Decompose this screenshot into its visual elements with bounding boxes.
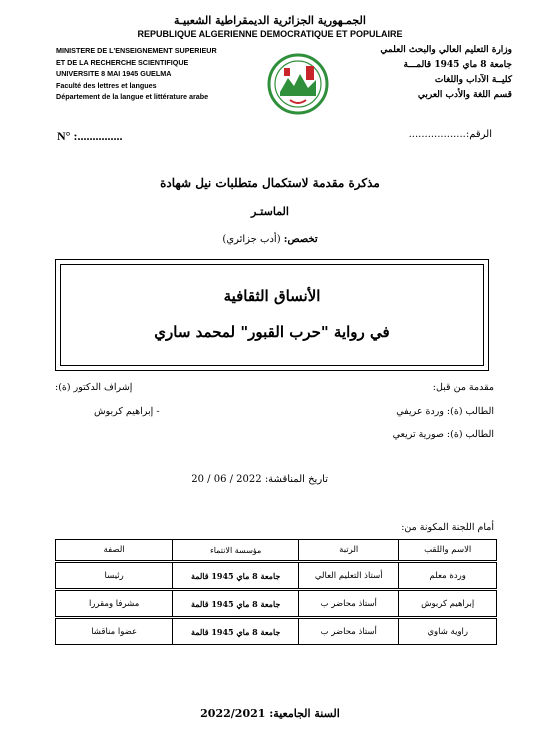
committee-table — [55, 539, 497, 645]
student-1: الطالب (ة): وردة عريفي — [396, 406, 494, 417]
member-role: عضوا مناقشا — [56, 618, 173, 645]
committee-label: أمام اللجنة المكونة من: — [401, 522, 494, 533]
header-role: الصفة — [56, 540, 173, 562]
committee-header-row — [56, 540, 497, 562]
specialization-value: (أدب جزائري) — [222, 234, 281, 245]
table-row — [56, 562, 497, 590]
member-name: راوية شاوي — [399, 618, 497, 645]
title-box-inner-border — [60, 264, 484, 366]
member-rank: أستاذ محاضر ب — [299, 618, 399, 645]
faculty-ar: كليــة الآداب واللغات — [434, 75, 512, 85]
arabic-institution-block — [312, 43, 512, 103]
member-institution: جامعة 8 ماي 1945 قالمة — [173, 590, 299, 618]
republic-ar: الجمـهورية الجزائرية الديمقراطية الشعبيـة — [174, 14, 366, 27]
thesis-title-line-1: الأنساق الثقافية — [223, 287, 321, 305]
member-rank: أستاذ محاضر ب — [299, 590, 399, 618]
thesis-title-box — [55, 259, 489, 371]
member-role: رئيسا — [56, 562, 173, 590]
ministry-line-1: MINISTERE DE L'ENSEIGNEMENT SUPERIEUR — [56, 46, 217, 55]
member-name: وردة معلم — [399, 562, 497, 590]
thesis-title-line-2: في رواية "حرب القبور" لمحمد ساري — [154, 323, 390, 341]
ministry-line-2: ET DE LA RECHERCHE SCIENTIFIQUE — [56, 57, 189, 67]
department-ar: قسم اللغة والأدب العربي — [417, 90, 512, 100]
memo-purpose: مذكرة مقدمة لاستكمال متطلبات نيل شهادة — [160, 176, 380, 190]
member-institution: جامعة 8 ماي 1945 قالمة — [173, 618, 299, 645]
republic-fr: REPUBLIQUE ALGERIENNE DEMOCRATIQUE ET POPULAIRE — [137, 29, 403, 39]
table-row — [56, 590, 497, 618]
supervisor-name: - إبراهيم كربوش — [94, 406, 160, 417]
presented-by-label: مقدمة من قبل: — [432, 382, 494, 393]
student-2: الطالب (ة): صورية تريعي — [392, 429, 494, 440]
academic-year: السنة الجامعية: 2022/2021 — [200, 707, 340, 720]
number-field-ar: الرقم:.................. — [408, 129, 492, 140]
header-rank: الرتبة — [299, 540, 399, 562]
discussion-date-label: تاريخ المناقشة: — [264, 474, 328, 485]
header-name: الاسم واللقب — [399, 540, 497, 562]
discussion-date-value: 2022 / 06 / 20 — [191, 474, 262, 485]
faculty-line: Faculté des lettres et langues — [56, 80, 157, 90]
member-role: مشرفا ومقررا — [56, 590, 173, 618]
university-ar: جامعة 8 ماي 1945 قالمـــة — [403, 60, 512, 70]
member-institution: جامعة 8 ماي 1945 قالمة — [173, 562, 299, 590]
table-row — [56, 618, 497, 645]
degree-name: الماستـر — [251, 205, 289, 218]
member-rank: أستاذ التعليم العالي — [299, 562, 399, 590]
university-line: UNIVERSITE 8 MAI 1945 GUELMA — [56, 69, 172, 78]
department-line: Département de la langue et littérature arabe — [56, 92, 209, 101]
number-field-fr: N° :............... — [57, 129, 123, 143]
university-logo-icon — [266, 52, 330, 116]
specialization — [0, 234, 540, 245]
french-institution-block — [56, 45, 276, 103]
supervision-label: إشراف الدكتور (ة): — [55, 382, 133, 393]
header-institution: مؤسسة الانتماء — [173, 540, 299, 562]
ministry-ar: وزارة التعليم العالي والبحث العلمي — [380, 45, 512, 55]
discussion-date — [191, 474, 328, 485]
member-name: إبراهيم كربوش — [399, 590, 497, 618]
specialization-label: تخصص: — [283, 234, 318, 245]
